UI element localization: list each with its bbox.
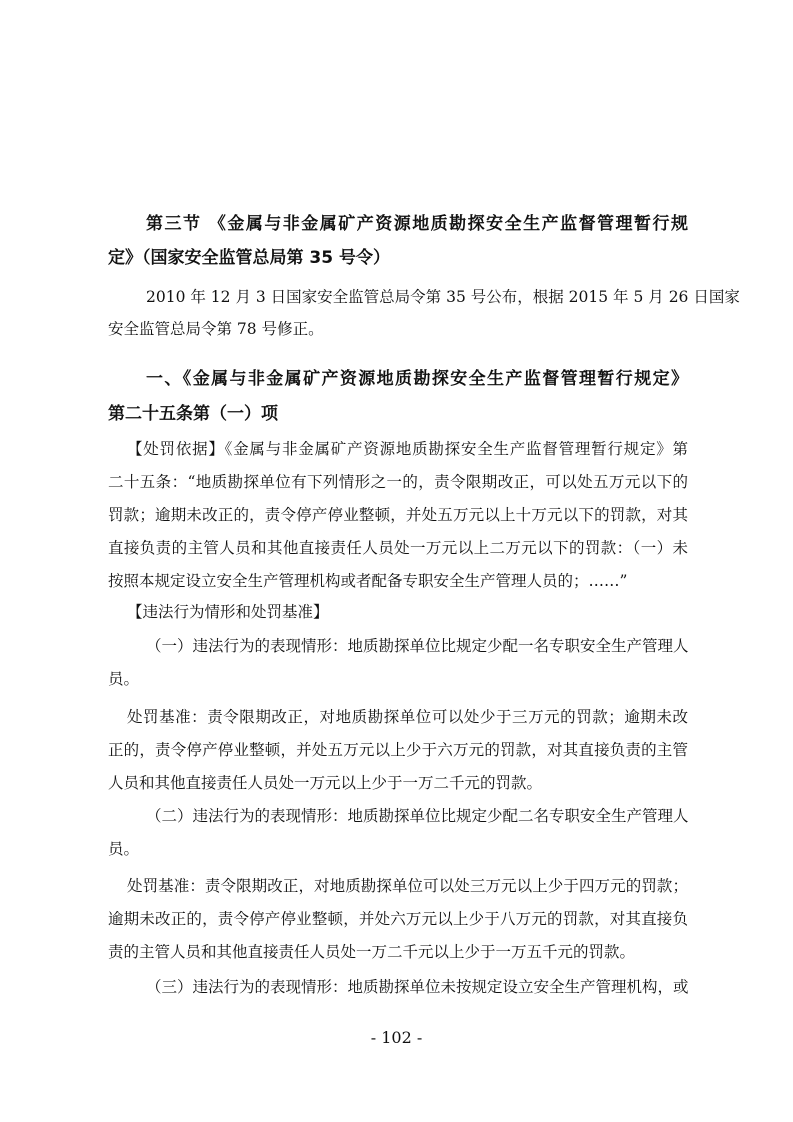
section-heading-line-1: 第三节 《金属与非金属矿产资源地质勘探安全生产监督管理暂行规 [146, 214, 688, 234]
article-heading-line-2: 第二十五条第（一）项 [108, 404, 278, 424]
penalty-2-line-2: 逾期未改正的，责令停产停业整顿，并处六万元以上少于八万元的罚款，对其直接负 [108, 910, 688, 928]
penalty-1-line-1: 处罚基准：责令限期改正，对地质勘探单位可以处少于三万元的罚款；逾期未改 [127, 708, 688, 726]
penalty-1-line-2: 正的，责令停产停业整顿，并处五万元以上少于六万元的罚款，对其直接负责的主管 [108, 741, 688, 759]
penalty-2-line-1: 处罚基准：责令限期改正，对地质勘探单位可以处三万元以上少于四万元的罚款； [127, 877, 688, 895]
case-1-line-2: 员。 [108, 670, 140, 688]
promulgation-line-2: 安全监管总局令第 78 号修正。 [108, 320, 324, 338]
penalty-1-line-3: 人员和其他直接责任人员处一万元以上少于一万二千元的罚款。 [108, 774, 543, 792]
promulgation-line-1: 2010 年 12 月 3 日国家安全监管总局令第 35 号公布，根据 2015 年 5 月 26 日国家 [146, 288, 740, 306]
basis-line-4: 直接负责的主管人员和其他直接责任人员处一万元以上二万元以下的罚款：（一）未 [108, 539, 688, 557]
basis-line-2: 二十五条：“地质勘探单位有下列情形之一的，责令限期改正，可以处五万元以下的 [108, 473, 688, 491]
case-2-line-2: 员。 [108, 840, 140, 858]
case-2-line-1: （二）违法行为的表现情形：地质勘探单位比规定少配二名专职安全生产管理人 [146, 807, 689, 825]
case-1-line-1: （一）违法行为的表现情形：地质勘探单位比规定少配一名专职安全生产管理人 [146, 637, 689, 655]
case-3-line-1: （三）违法行为的表现情形：地质勘探单位未按规定设立安全生产管理机构，或 [146, 978, 689, 996]
page-number: - 102 - [370, 1028, 423, 1047]
article-heading-line-1: 一、《金属与非金属矿产资源地质勘探安全生产监督管理暂行规定》 [146, 369, 688, 389]
basis-line-5: 按照本规定设立安全生产管理机构或者配备专职安全生产管理人员的；……” [108, 572, 628, 590]
basis-line-1: 【处罚依据】《金属与非金属矿产资源地质勘探安全生产监督管理暂行规定》第 [127, 440, 688, 458]
basis-line-3: 罚款；逾期未改正的，责令停产停业整顿，并处五万元以上十万元以下的罚款，对其 [108, 506, 688, 524]
criteria-label: 【违法行为情形和处罚基准】 [127, 603, 329, 621]
penalty-2-line-3: 责的主管人员和其他直接责任人员处一万二千元以上少于一万五千元的罚款。 [108, 943, 636, 961]
section-heading-line-2: 定》（国家安全监管总局第 35 号令） [108, 248, 390, 268]
